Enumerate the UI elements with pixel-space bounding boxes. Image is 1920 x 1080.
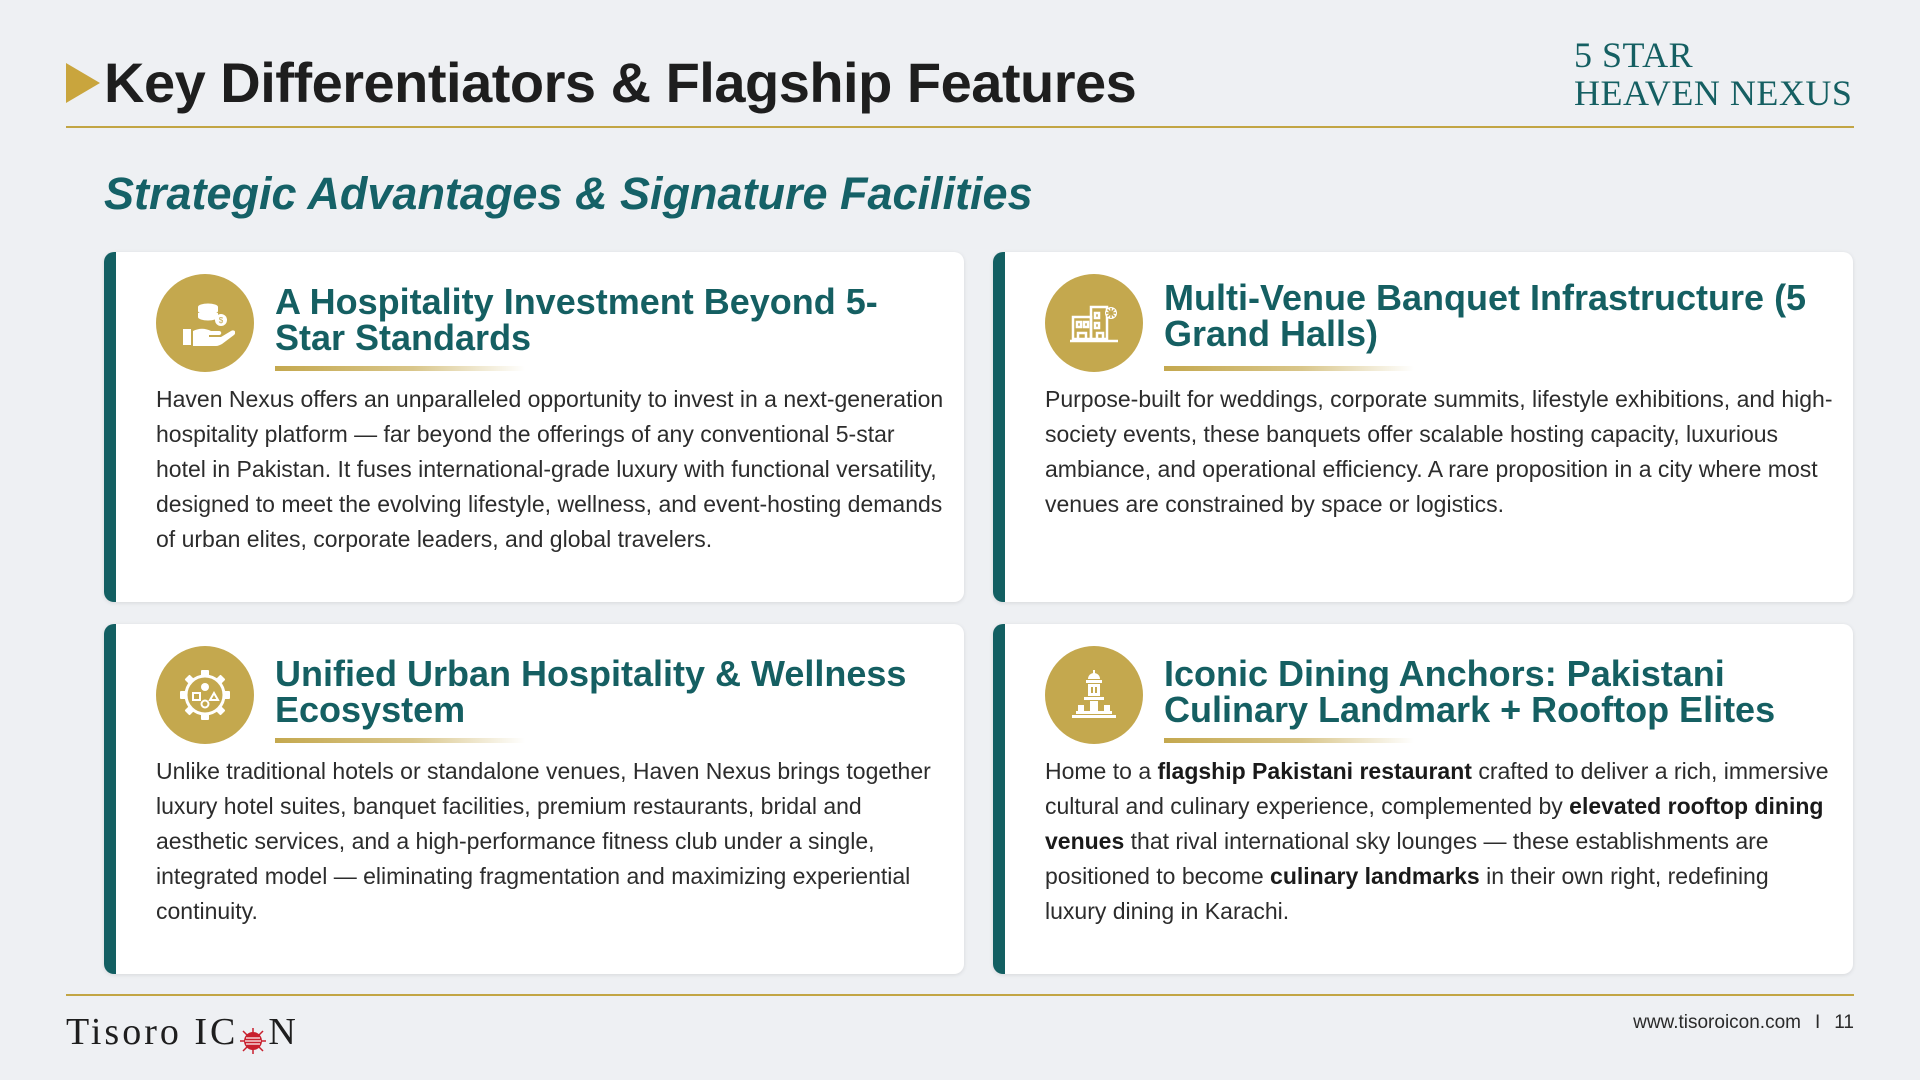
section-subtitle: Strategic Advantages & Signature Facilities <box>104 168 1033 219</box>
card-body <box>1045 754 1835 929</box>
logo-text-end: N <box>268 1011 299 1053</box>
play-arrow-icon <box>66 63 100 103</box>
footer-divider <box>66 994 1854 996</box>
card-title: Unified Urban Hospitality & Wellness Ecosystem <box>275 653 907 730</box>
feature-card-banquet <box>993 252 1853 602</box>
title-underline <box>275 738 525 743</box>
body-text: in their own right, redefining luxury dining in Karachi. <box>1045 863 1769 924</box>
brand-line-2: HEAVEN NEXUS <box>1574 73 1853 113</box>
title-underline <box>275 366 525 371</box>
title-underline <box>1164 366 1414 371</box>
brand-line-1: 5 STAR <box>1574 35 1694 75</box>
footer-company-logo <box>66 1010 299 1054</box>
body-text: Home to a <box>1045 758 1158 784</box>
brand-logo <box>1574 36 1854 112</box>
body-highlight: flagship Pakistani restaurant <box>1157 758 1472 784</box>
sun-emblem-icon <box>240 1020 266 1046</box>
footer-separator: I <box>1814 1012 1821 1033</box>
website-link[interactable]: www.tisoroicon.com <box>1633 1012 1801 1033</box>
card-body: Haven Nexus offers an unparalleled opportunity to invest in a next-generation hospitality platform — far beyond the offerings of any conventional 5-star hotel in Pakistan. It fuses international-grade luxury with functional versatility, designed to meet the evolving lifestyle, wellness, and event-hosting demands of urban elites, corporate leaders, and global travelers. <box>156 386 944 552</box>
svg-text:$: $ <box>218 316 224 325</box>
ecosystem-gear-icon <box>156 646 254 744</box>
card-title: A Hospitality Investment Beyond 5-Star Standards <box>275 281 878 358</box>
body-highlight: elevated rooftop dining venues <box>1045 793 1824 854</box>
body-text: crafted to deliver a rich, immersive cultural and culinary experience, complemented by <box>1045 758 1829 819</box>
card-title: Multi-Venue Banquet Infrastructure (5 Grand Halls) <box>1164 277 1807 354</box>
feature-card-ecosystem <box>104 624 964 974</box>
slide-header <box>66 34 1854 128</box>
body-text: that rival international sky lounges — these establishments are positioned to become <box>1045 828 1769 889</box>
landmark-tower-icon <box>1045 646 1143 744</box>
banquet-building-icon <box>1045 274 1143 372</box>
feature-card-dining <box>993 624 1853 974</box>
footer-meta <box>1633 1012 1854 1034</box>
hand-coins-icon <box>156 274 254 372</box>
body-highlight: culinary landmarks <box>1270 863 1480 889</box>
card-body: Purpose-built for weddings, corporate summits, lifestyle exhibitions, and high-society events, these banquets offer scalable hosting capacity, luxurious ambiance, and operational efficiency. A rare proposition in a city where most venues are constrained by space or logistics. <box>1045 386 1833 517</box>
logo-text-start: Tisoro IC <box>66 1011 239 1053</box>
page-title: Key Differentiators & Flagship Features <box>104 51 1137 114</box>
card-body: Unlike traditional hotels or standalone venues, Haven Nexus brings together luxury hotel suites, banquet facilities, premium restaurants, bridal and aesthetic services, and a high-performance fitness club under a single, integrated model — eliminating fragmentation and maximizing experiential continuity. <box>156 758 931 924</box>
card-title: Iconic Dining Anchors: Pakistani Culinary Landmark + Rooftop Elites <box>1164 653 1776 730</box>
feature-card-investment <box>104 252 964 602</box>
page-number: 11 <box>1834 1012 1854 1033</box>
title-underline <box>1164 738 1414 743</box>
